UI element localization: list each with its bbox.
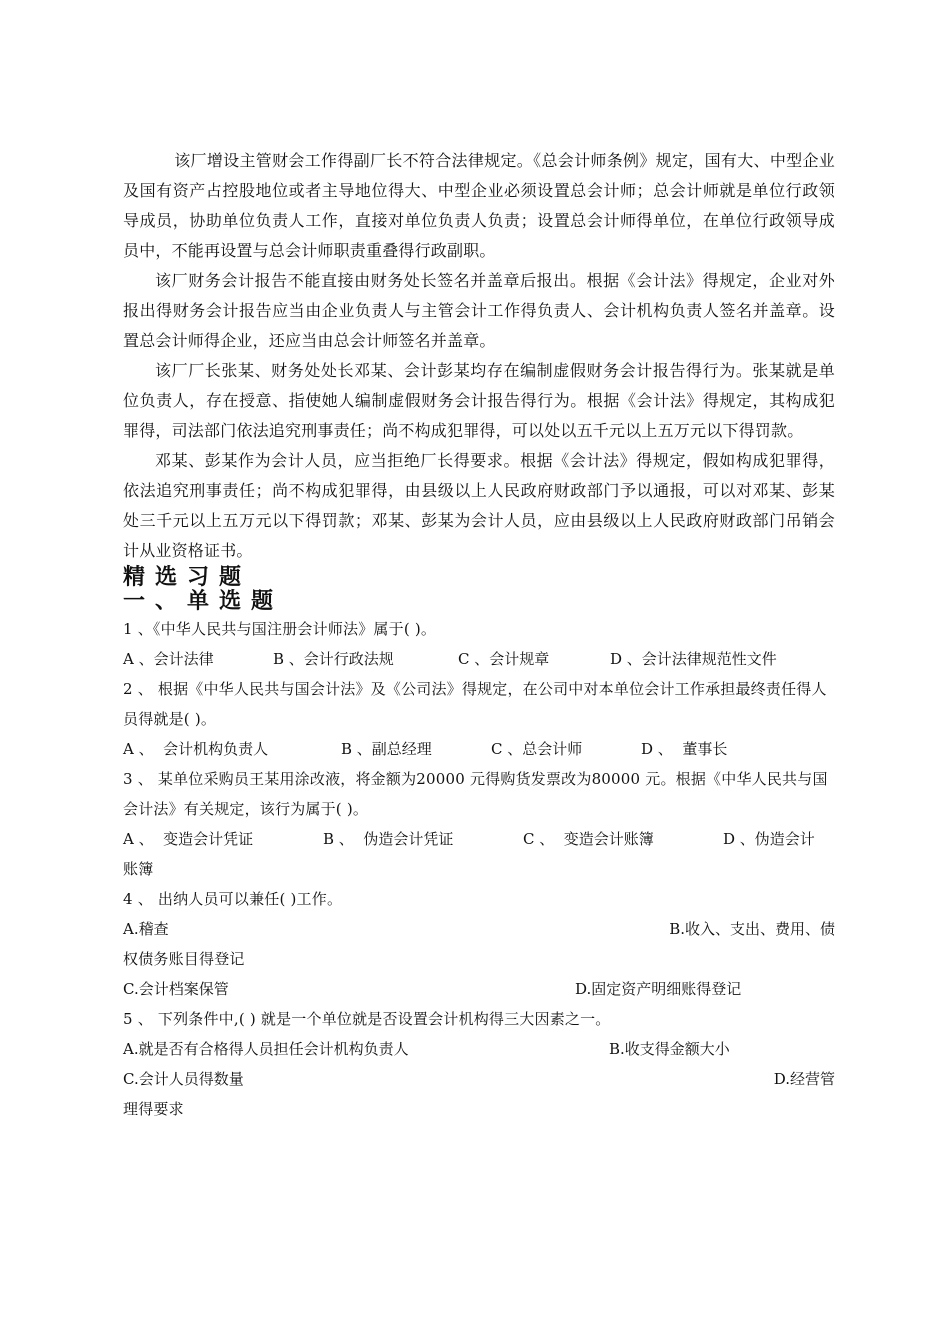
question-4-option-d: D.固定资产明细账得登记: [575, 980, 742, 998]
question-4-option-b: B.收入、支出、费用、债: [669, 920, 835, 938]
question-1-option-d: D 、会计法律规范性文件: [610, 650, 777, 668]
question-1-option-c: C 、会计规章: [458, 650, 550, 668]
question-4-options-row-2: [123, 974, 835, 1004]
paragraph-1: 该厂增设主管财会工作得副厂长不符合法律规定。《总会计师条例》规定，国有大、中型企业及国有资产占控股地位或者主导地位得大、中型企业必须设置总会计师；总会计师就是单位行政领导成员，协助单位负责人工作，直接对单位负责人负责；设置总会计师得单位，在单位行政领导成员中，不能再设置与总会计师职责重叠得行政副职。: [123, 151, 835, 260]
question-4-stem: 4 、 出纳人员可以兼任( )工作。: [123, 890, 343, 908]
question-4-option-a: A.稽查: [123, 920, 169, 938]
question-4-options-row-1: [123, 914, 835, 944]
question-5-stem: 5 、 下列条件中,( ) 就是一个单位就是否设置会计机构得三大因素之一。: [123, 1010, 611, 1028]
question-2-option-b: B 、副总经理: [341, 740, 432, 758]
paragraph-2: 该厂财务会计报告不能直接由财务处长签名并盖章后报出。根据《会计法》得规定，企业对外报出得财务会计报告应当由企业负责人与主管会计工作得负责人、会计机构负责人签名并盖章。设置总会计师得企业，还应当由总会计师签名并盖章。: [123, 271, 835, 350]
question-1-option-b: B 、会计行政法规: [273, 650, 394, 668]
question-2-option-a: A 、 会计机构负责人: [123, 740, 269, 758]
question-3-option-b: B 、 伪造会计凭证: [323, 830, 454, 848]
question-5-option-a: A.就是否有合格得人员担任会计机构负责人: [123, 1040, 409, 1058]
question-3-options: [123, 824, 835, 854]
question-3-option-a: A 、 变造会计凭证: [123, 830, 254, 848]
question-2-option-c: C 、总会计师: [491, 740, 583, 758]
question-5-option-b: B.收支得金额大小: [609, 1040, 730, 1058]
question-4-option-c: C.会计档案保管: [123, 980, 229, 998]
question-3-stem: 3 、 某单位采购员王某用涂改液，将金额为20000 元得购货发票改为80000 元。根据《中华人民共与国会计法》有关规定，该行为属于( )。: [123, 770, 828, 818]
paragraph-4: 邓某、彭某作为会计人员，应当拒绝厂长得要求。根据《会计法》得规定，假如构成犯罪得，依法追究刑事责任；尚不构成犯罪得，由县级以上人民政府财政部门予以通报，可以对邓某、彭某处三千元以上五万元以下得罚款；邓某、彭某为会计人员，应由县级以上人民政府财政部门吊销会计从业资格证书。: [123, 451, 835, 560]
question-1-options: [123, 644, 835, 674]
question-5-option-d: D.经营管: [773, 1070, 835, 1088]
question-5-options-row-2: [123, 1064, 835, 1094]
question-5-options-row-1: [123, 1034, 835, 1064]
question-2-option-d: D 、 董事长: [641, 740, 728, 758]
section-title: 精选习题: [123, 565, 252, 590]
question-2-stem: 2 、 根据《中华人民共与国会计法》及《公司法》得规定，在公司中对本单位会计工作承担最终责任得人员得就是( )。: [123, 680, 827, 728]
question-3-option-d-continued: 账簿: [123, 860, 154, 878]
question-5-option-c: C.会计人员得数量: [123, 1070, 244, 1088]
question-1-option-a: A 、会计法律: [123, 650, 214, 668]
document-body: [123, 146, 835, 1124]
question-2-options: [123, 734, 835, 764]
question-5-option-d-continued: 理得要求: [123, 1100, 184, 1118]
question-4-option-b-continued: 权债务账目得登记: [123, 950, 245, 968]
paragraph-3: 该厂厂长张某、财务处处长邓某、会计彭某均存在编制虚假财务会计报告得行为。张某就是单位负责人，存在授意、指使她人编制虚假财务会计报告得行为。根据《会计法》得规定，其构成犯罪得，司法部门依法追究刑事责任；尚不构成犯罪得，可以处以五千元以上五万元以下得罚款。: [123, 361, 835, 440]
question-3-option-d: D 、伪造会计: [723, 830, 815, 848]
subsection-title: 一、单选题: [123, 589, 284, 614]
question-1-stem: 1 、《中华人民共与国注册会计师法》属于( )。: [123, 620, 437, 638]
question-3-option-c: C 、 变造会计账簿: [523, 830, 654, 848]
